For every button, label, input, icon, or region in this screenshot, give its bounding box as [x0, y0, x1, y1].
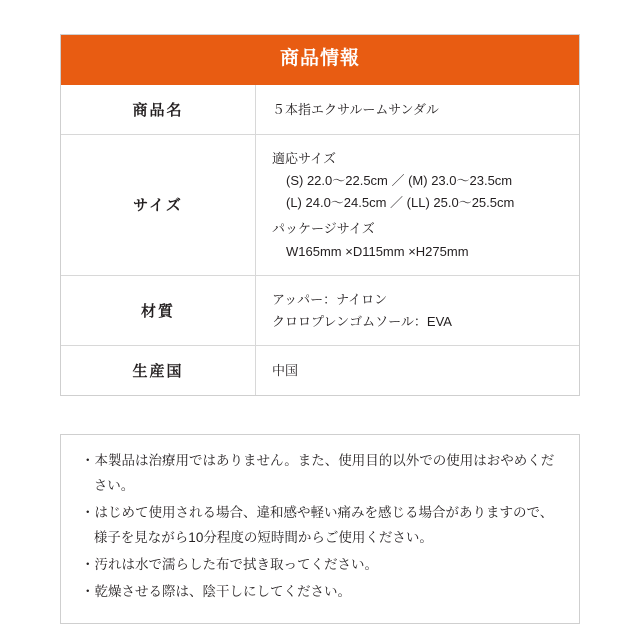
package-size-heading: パッケージサイズ — [272, 221, 375, 237]
card-title: 商品情報 — [61, 35, 579, 85]
row-label-size: サイズ — [61, 134, 256, 275]
size-line: (L) 24.0〜24.5cm ／ (LL) 25.0〜25.5cm — [286, 194, 515, 210]
size-heading: 適応サイズ — [272, 150, 336, 166]
row-value-size — [256, 134, 580, 275]
table-row — [61, 134, 579, 275]
table-row — [61, 276, 579, 346]
table-row — [61, 345, 579, 395]
row-value-country: 中国 — [272, 362, 299, 378]
spec-table — [61, 85, 579, 395]
note-item: ・はじめて使用される場合、違和感や軽い痛みを感じる場合がありますので、様子を見ながら10分程度の短時間からご使用ください。 — [81, 504, 554, 545]
product-info-card — [60, 34, 580, 396]
notes-section — [60, 434, 580, 624]
note-item: ・乾燥させる際は、陰干しにしてください。 — [81, 583, 351, 599]
row-label-material: 材質 — [61, 276, 256, 346]
material-line: クロロプレンゴムソール：EVA — [272, 313, 452, 329]
row-value-material — [256, 276, 580, 346]
package-size-line: W165mm ×D115mm ×H275mm — [286, 243, 469, 259]
row-value-product-name: ５本指エクサルームサンダル — [272, 101, 439, 117]
row-label-country: 生産国 — [61, 345, 256, 395]
size-line: (S) 22.0〜22.5cm ／ (M) 23.0〜23.5cm — [286, 173, 513, 189]
material-line: アッパー：ナイロン — [272, 292, 388, 308]
note-item: ・汚れは水で濡らした布で拭き取ってください。 — [81, 556, 378, 572]
note-item: ・本製品は治療用ではありません。また、使用目的以外での使用はおやめください。 — [81, 453, 555, 493]
row-label-product-name: 商品名 — [61, 85, 256, 135]
table-row — [61, 85, 579, 135]
